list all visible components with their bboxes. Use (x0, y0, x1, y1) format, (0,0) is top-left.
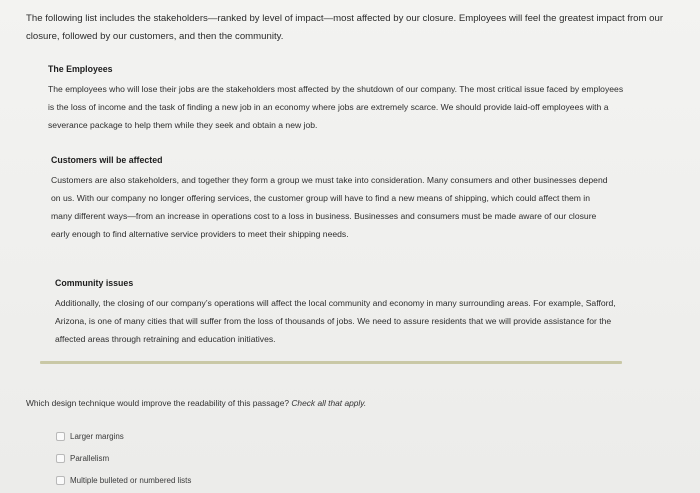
section-heading: Community issues (55, 278, 134, 288)
option-label: Parallelism (70, 453, 110, 463)
option-label: Larger margins (70, 431, 124, 441)
divider (40, 361, 622, 364)
intro-paragraph: The following list includes the stakeholders—ranked by level of impact—most affected by our closure. Employees will feel the greatest impact from our closure, followed by our customers, and then the community. (26, 13, 664, 42)
question-prompt (26, 398, 366, 408)
checkbox[interactable] (56, 476, 65, 485)
option-multiple-lists[interactable] (56, 469, 191, 491)
option-larger-margins[interactable] (56, 425, 191, 447)
section-community (55, 276, 620, 348)
option-parallelism[interactable] (56, 447, 191, 469)
section-customers (51, 153, 611, 243)
section-body: Customers are also stakeholders, and together they form a group we must take into consideration. Many consumers and other businesses depend on us. With our company no longer offering services, the customer group will have to find a new means of shipping, which could affect them in many different ways—from an increase in operations cost to a loss in business. Businesses and consumers must be made aware of our closure early enough to find alternative service providers to meet their shipping needs. (51, 175, 608, 239)
option-label: Multiple bulleted or numbered lists (70, 475, 192, 485)
section-heading: The Employees (48, 64, 113, 74)
section-employees (48, 62, 628, 134)
checkbox[interactable] (56, 454, 65, 463)
answer-options (56, 425, 191, 491)
section-body: The employees who will lose their jobs are the stakeholders most affected by the shutdown of our company. The most critical issue faced by employees is the loss of income and the task of finding a new job in an economy where jobs are extremely scarce. We should provide laid-off employees with a severance package to help them while they seek and obtain a new job. (48, 84, 624, 130)
section-body: Additionally, the closing of our company’s operations will affect the local community and economy in many surrounding areas. For example, Safford, Arizona, is one of many cities that will suffer from the loss of thousands of jobs. We need to assure residents that we will provide assistance for the affected areas through retraining and education initiatives. (55, 298, 616, 344)
question-instruction: Check all that apply. (291, 398, 367, 408)
section-heading: Customers will be affected (51, 155, 163, 165)
question-text: Which design technique would improve the readability of this passage? (26, 398, 292, 408)
checkbox[interactable] (56, 432, 65, 441)
